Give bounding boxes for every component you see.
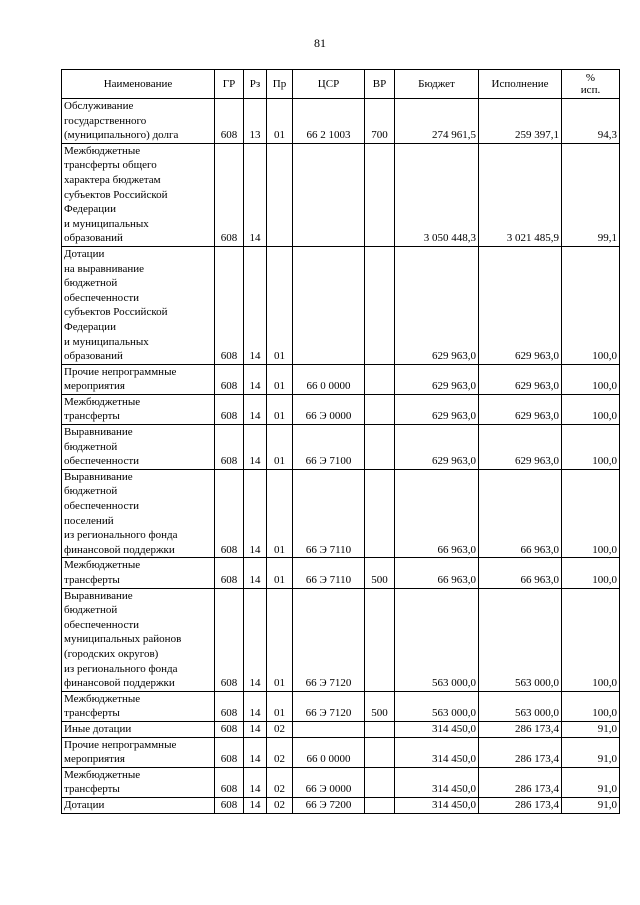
cell-execution: 286 173,4	[479, 721, 562, 737]
cell-gr: 608	[215, 143, 244, 246]
cell-execution: 563 000,0	[479, 691, 562, 721]
cell-rz: 14	[244, 246, 267, 364]
cell-gr: 608	[215, 588, 244, 691]
cell-rz: 13	[244, 99, 267, 144]
cell-vr	[365, 364, 395, 394]
cell-gr: 608	[215, 767, 244, 797]
header-csr: ЦСР	[293, 70, 365, 99]
table-row	[62, 364, 620, 394]
cell-rz: 14	[244, 721, 267, 737]
cell-gr: 608	[215, 425, 244, 470]
header-gr: ГР	[215, 70, 244, 99]
cell-budget: 629 963,0	[395, 364, 479, 394]
cell-budget: 314 450,0	[395, 797, 479, 813]
cell-pr: 01	[267, 588, 293, 691]
cell-csr: 66 Э 7110	[293, 558, 365, 588]
cell-pr: 02	[267, 721, 293, 737]
cell-rz: 14	[244, 469, 267, 558]
cell-pr: 01	[267, 99, 293, 144]
cell-execution: 286 173,4	[479, 767, 562, 797]
cell-execution: 259 397,1	[479, 99, 562, 144]
header-percent: % исп.	[562, 70, 620, 99]
cell-percent: 99,1	[562, 143, 620, 246]
cell-vr	[365, 588, 395, 691]
header-execution: Исполнение	[479, 70, 562, 99]
cell-percent: 100,0	[562, 588, 620, 691]
cell-execution: 66 963,0	[479, 469, 562, 558]
cell-gr: 608	[215, 797, 244, 813]
cell-rz: 14	[244, 143, 267, 246]
cell-name: Дотации	[62, 797, 215, 813]
cell-pr	[267, 143, 293, 246]
cell-csr: 66 Э 0000	[293, 394, 365, 424]
cell-execution: 629 963,0	[479, 364, 562, 394]
cell-name: Выравнивание бюджетной обеспеченности	[62, 425, 215, 470]
cell-percent: 94,3	[562, 99, 620, 144]
cell-percent: 91,0	[562, 767, 620, 797]
cell-rz: 14	[244, 797, 267, 813]
cell-gr: 608	[215, 99, 244, 144]
cell-name: Прочие непрограммные мероприятия	[62, 737, 215, 767]
cell-csr: 66 Э 7200	[293, 797, 365, 813]
cell-budget: 274 961,5	[395, 99, 479, 144]
cell-vr	[365, 767, 395, 797]
cell-csr: 66 Э 7120	[293, 588, 365, 691]
cell-csr	[293, 246, 365, 364]
cell-percent: 91,0	[562, 797, 620, 813]
cell-execution: 3 021 485,9	[479, 143, 562, 246]
cell-rz: 14	[244, 691, 267, 721]
cell-vr	[365, 425, 395, 470]
cell-name: Прочие непрограммные мероприятия	[62, 364, 215, 394]
cell-budget: 629 963,0	[395, 246, 479, 364]
cell-execution: 629 963,0	[479, 394, 562, 424]
cell-percent: 91,0	[562, 737, 620, 767]
cell-budget: 3 050 448,3	[395, 143, 479, 246]
cell-rz: 14	[244, 425, 267, 470]
cell-csr: 66 Э 7120	[293, 691, 365, 721]
cell-name: Обслуживание государственного (муниципального) долга	[62, 99, 215, 144]
table-row	[62, 425, 620, 470]
cell-csr	[293, 143, 365, 246]
table-row	[62, 469, 620, 558]
cell-rz: 14	[244, 588, 267, 691]
header-vr: ВР	[365, 70, 395, 99]
cell-gr: 608	[215, 558, 244, 588]
cell-name: Межбюджетные трансферты общего характера бюджетам субъектов Российской Федерации и муниципальных образований	[62, 143, 215, 246]
header-pr: Пр	[267, 70, 293, 99]
cell-rz: 14	[244, 364, 267, 394]
cell-percent: 100,0	[562, 558, 620, 588]
cell-vr	[365, 143, 395, 246]
cell-pr: 01	[267, 469, 293, 558]
cell-percent: 100,0	[562, 394, 620, 424]
cell-rz: 14	[244, 767, 267, 797]
table-row	[62, 797, 620, 813]
cell-pr: 02	[267, 767, 293, 797]
cell-execution: 563 000,0	[479, 588, 562, 691]
cell-csr	[293, 721, 365, 737]
cell-name: Межбюджетные трансферты	[62, 767, 215, 797]
cell-percent: 100,0	[562, 425, 620, 470]
table-row	[62, 558, 620, 588]
cell-budget: 314 450,0	[395, 721, 479, 737]
cell-gr: 608	[215, 737, 244, 767]
cell-pr: 01	[267, 425, 293, 470]
cell-name: Межбюджетные трансферты	[62, 558, 215, 588]
cell-vr	[365, 469, 395, 558]
cell-csr: 66 Э 7100	[293, 425, 365, 470]
cell-name: Выравнивание бюджетной обеспеченности поселений из регионального фонда финансовой поддержки	[62, 469, 215, 558]
cell-budget: 563 000,0	[395, 588, 479, 691]
cell-percent: 100,0	[562, 246, 620, 364]
cell-budget: 314 450,0	[395, 767, 479, 797]
table-row	[62, 767, 620, 797]
cell-vr	[365, 394, 395, 424]
cell-budget: 563 000,0	[395, 691, 479, 721]
table-row	[62, 246, 620, 364]
table-row	[62, 394, 620, 424]
cell-rz: 14	[244, 737, 267, 767]
cell-vr: 500	[365, 558, 395, 588]
cell-budget: 314 450,0	[395, 737, 479, 767]
cell-percent: 100,0	[562, 364, 620, 394]
cell-name: Дотации на выравнивание бюджетной обеспеченности субъектов Российской Федерации и муниципальных образований	[62, 246, 215, 364]
cell-csr: 66 Э 0000	[293, 767, 365, 797]
cell-vr: 500	[365, 691, 395, 721]
page-number: 81	[314, 36, 326, 50]
cell-csr: 66 2 1003	[293, 99, 365, 144]
cell-name: Выравнивание бюджетной обеспеченности муниципальных районов (городских округов) из регионального фонда финансовой поддержки	[62, 588, 215, 691]
cell-pr: 01	[267, 364, 293, 394]
cell-gr: 608	[215, 246, 244, 364]
cell-pr: 01	[267, 691, 293, 721]
cell-csr: 66 0 0000	[293, 364, 365, 394]
cell-rz: 14	[244, 394, 267, 424]
table-row	[62, 721, 620, 737]
cell-execution: 66 963,0	[479, 558, 562, 588]
cell-pr: 02	[267, 797, 293, 813]
table-row	[62, 143, 620, 246]
cell-execution: 286 173,4	[479, 737, 562, 767]
cell-pr: 02	[267, 737, 293, 767]
cell-name: Иные дотации	[62, 721, 215, 737]
cell-budget: 629 963,0	[395, 394, 479, 424]
cell-gr: 608	[215, 394, 244, 424]
cell-vr	[365, 246, 395, 364]
cell-gr: 608	[215, 691, 244, 721]
cell-gr: 608	[215, 469, 244, 558]
cell-csr: 66 0 0000	[293, 737, 365, 767]
cell-vr	[365, 721, 395, 737]
cell-execution: 629 963,0	[479, 246, 562, 364]
header-rz: Рз	[244, 70, 267, 99]
cell-pr: 01	[267, 558, 293, 588]
budget-table	[61, 69, 620, 814]
cell-gr: 608	[215, 721, 244, 737]
cell-gr: 608	[215, 364, 244, 394]
cell-name: Межбюджетные трансферты	[62, 394, 215, 424]
cell-percent: 100,0	[562, 469, 620, 558]
cell-execution: 629 963,0	[479, 425, 562, 470]
cell-vr	[365, 797, 395, 813]
table-row	[62, 588, 620, 691]
cell-vr: 700	[365, 99, 395, 144]
cell-budget: 66 963,0	[395, 469, 479, 558]
cell-execution: 286 173,4	[479, 797, 562, 813]
cell-vr	[365, 737, 395, 767]
cell-csr: 66 Э 7110	[293, 469, 365, 558]
cell-pr: 01	[267, 394, 293, 424]
table-header-row	[62, 70, 620, 99]
cell-percent: 91,0	[562, 721, 620, 737]
cell-name: Межбюджетные трансферты	[62, 691, 215, 721]
table-row	[62, 737, 620, 767]
header-budget: Бюджет	[395, 70, 479, 99]
table-row	[62, 99, 620, 144]
cell-percent: 100,0	[562, 691, 620, 721]
header-name: Наименование	[62, 70, 215, 99]
cell-pr: 01	[267, 246, 293, 364]
cell-rz: 14	[244, 558, 267, 588]
table-row	[62, 691, 620, 721]
cell-budget: 66 963,0	[395, 558, 479, 588]
cell-budget: 629 963,0	[395, 425, 479, 470]
